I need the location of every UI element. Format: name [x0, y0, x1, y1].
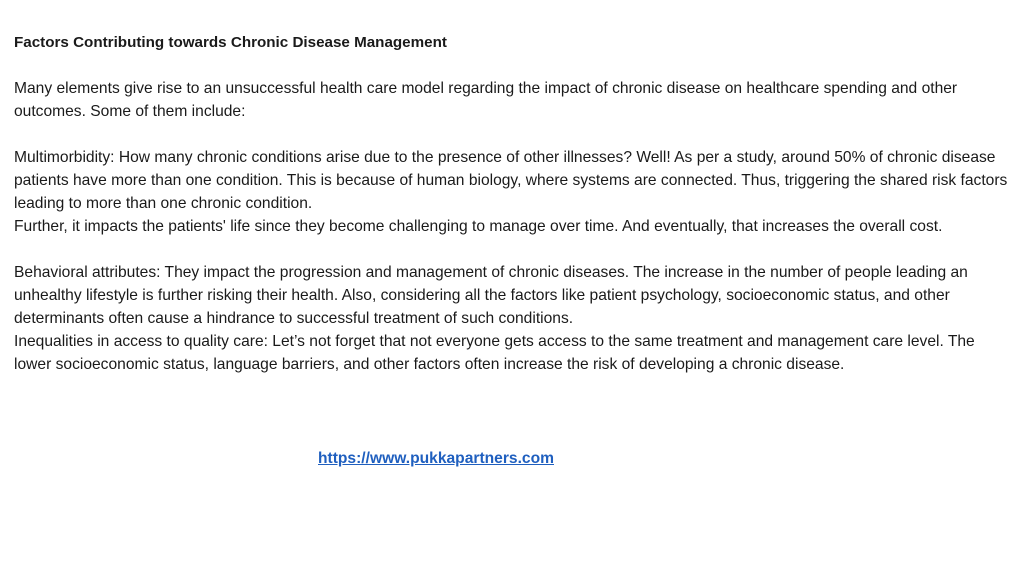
spacer [14, 238, 1010, 261]
spacer [14, 54, 1010, 77]
website-link[interactable]: https://www.pukkapartners.com [318, 450, 554, 467]
page-title: Factors Contributing towards Chronic Disease Management [14, 34, 447, 51]
inequalities-paragraph: Inequalities in access to quality care: Let’s not forget that not everyone gets access to the same treatment and management care level. The lower socioeconomic status, language barriers, and other factors often increase the risk of developing a chronic disease. [14, 333, 975, 373]
behavioral-paragraph: Behavioral attributes: They impact the progression and management of chronic diseases. The increase in the number of people leading an unhealthy lifestyle is further risking their health. Also, considering all the factors like patient psychology, socioeconomic status, and other determinants often cause a hindrance to successful treatment of such conditions. [14, 264, 968, 327]
further-paragraph: Further, it impacts the patients' life since they become challenging to manage over time. And eventually, that increases the overall cost. [14, 218, 943, 235]
spacer [14, 123, 1010, 146]
multimorbidity-paragraph: Multimorbidity: How many chronic conditions arise due to the presence of other illnesses? Well! As per a study, around 50% of chronic disease patients have more than one condition. This is because of human biology, where systems are connected. Thus, triggering the shared risk factors leading to more than one chronic condition. [14, 149, 1008, 212]
website-link-row [318, 447, 554, 470]
document-body [14, 31, 1010, 376]
intro-paragraph: Many elements give rise to an unsuccessful health care model regarding the impact of chronic disease on healthcare spending and other outcomes. Some of them include: [14, 80, 958, 120]
